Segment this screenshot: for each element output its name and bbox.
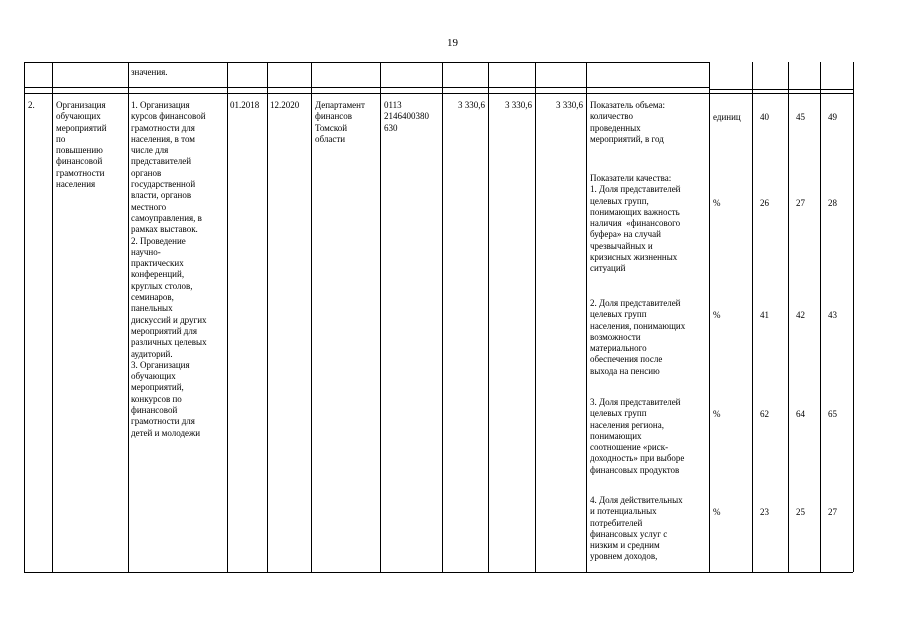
- indicator-text: 2. Доля представителей целевых групп населения, понимающих возможности материального обеспечения после выхода на пенсию: [590, 298, 686, 376]
- col-border: [227, 62, 228, 572]
- start-date: 01.2018: [230, 100, 260, 110]
- col-border: [442, 62, 443, 572]
- indicator-value: 25: [796, 507, 805, 517]
- row-separator: [24, 87, 709, 88]
- page-number: 19: [447, 37, 458, 49]
- table-top-border: [24, 62, 709, 63]
- indicator-unit: единиц: [713, 112, 741, 122]
- col-border: [788, 62, 789, 572]
- row-separator-right: [709, 89, 853, 90]
- indicator-value: 65: [828, 409, 837, 419]
- indicator-value: 49: [828, 112, 837, 122]
- indicator-value: 26: [760, 198, 769, 208]
- indicator-unit: %: [713, 310, 721, 320]
- activities-list: 1. Организация курсов финансовой грамотности для населения, в том числе для представителей органов государственной власти, органов местного самоуправления, в рамках выставок. 2. Проведение научно- практических конференций, круглых столов, семинаров, панельных дискуссий и других мероприятий для различных целевых аудиторий. 3. Организация обучающих мероприятий, конкурсов по финансовой грамотности для детей и молодежи: [131, 100, 207, 438]
- indicator-text: Показатель объема: количество проведенных мероприятий, в год: [590, 100, 665, 144]
- event-name: Организация обучающих мероприятий по повышению финансовой грамотности населения: [56, 100, 107, 190]
- indicator-value: 27: [828, 507, 837, 517]
- prev-activity-tail: значения.: [131, 67, 168, 77]
- indicator-value: 41: [760, 310, 769, 320]
- col-border: [52, 62, 53, 572]
- amount-regional: 3 330,6: [505, 100, 532, 110]
- indicator-unit: %: [713, 198, 721, 208]
- col-border: [586, 62, 587, 572]
- indicator-value: 23: [760, 507, 769, 517]
- col-border: [267, 62, 268, 572]
- indicator-value: 62: [760, 409, 769, 419]
- col-border: [311, 62, 312, 572]
- indicator-text: 4. Доля действительных и потенциальных потребителей финансовых услуг с низким и средним уровнем доходов,: [590, 495, 683, 562]
- indicator-value: 45: [796, 112, 805, 122]
- budget-code: 0113 2146400380 630: [384, 100, 429, 133]
- table-bottom-border: [24, 572, 853, 573]
- indicator-value: 27: [796, 198, 805, 208]
- end-date: 12.2020: [270, 100, 300, 110]
- amount-total: 3 330,6: [458, 100, 485, 110]
- col-border: [752, 62, 753, 572]
- indicator-unit: %: [713, 409, 721, 419]
- col-border: [380, 62, 381, 572]
- col-border: [709, 62, 710, 572]
- amount-2020: 3 330,6: [556, 100, 583, 110]
- col-border: [535, 62, 536, 572]
- executor: Департамент финансов Томской области: [315, 100, 365, 144]
- indicator-value: 42: [796, 310, 805, 320]
- col-border: [488, 62, 489, 572]
- col-border: [128, 62, 129, 572]
- row-top-border: [24, 93, 853, 94]
- indicator-value: 43: [828, 310, 837, 320]
- indicator-text: Показатели качества: 1. Доля представителей целевых групп, понимающих важность наличия «финансового буфера» на случай чрезвычайных и кризисных жизненных ситуаций: [590, 173, 681, 274]
- col-border: [853, 62, 854, 572]
- indicator-value: 28: [828, 198, 837, 208]
- indicator-value: 40: [760, 112, 769, 122]
- col-border: [24, 62, 25, 572]
- col-border: [820, 62, 821, 572]
- indicator-text: 3. Доля представителей целевых групп населения региона, понимающих соотношение «риск- доходность» при выборе финансовых продуктов: [590, 397, 685, 475]
- indicator-value: 64: [796, 409, 805, 419]
- row-number: 2.: [28, 100, 35, 110]
- indicator-unit: %: [713, 507, 721, 517]
